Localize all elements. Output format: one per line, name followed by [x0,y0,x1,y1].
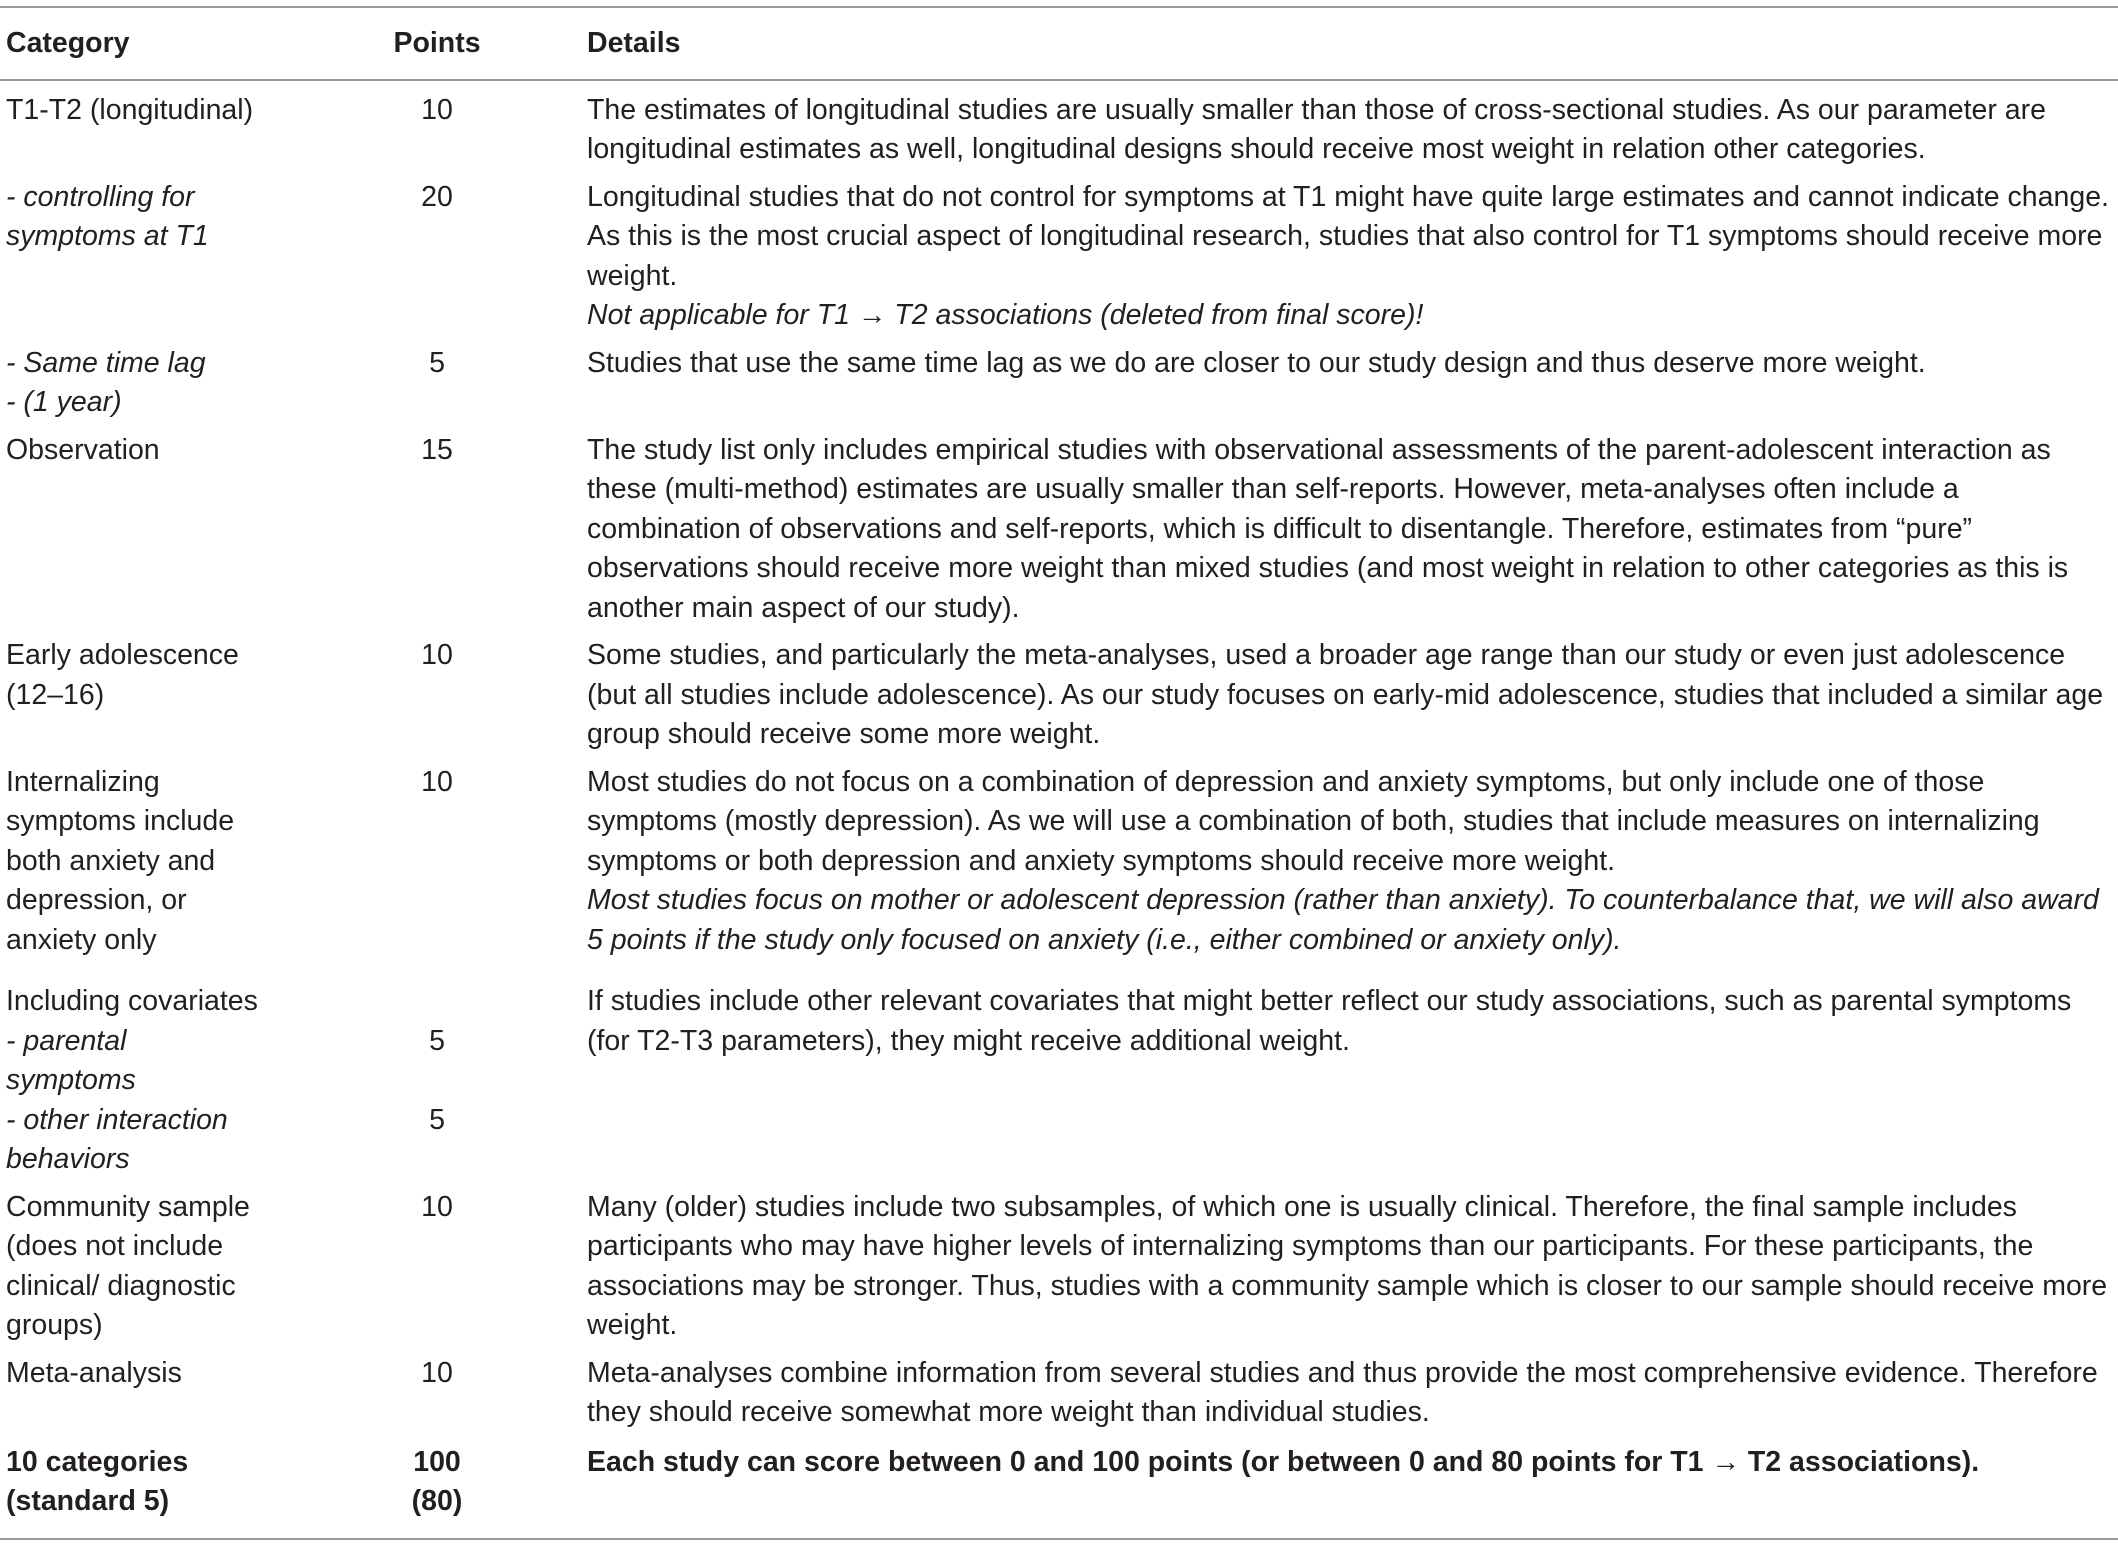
row-spacer [487,431,587,637]
row-category [0,178,387,344]
total-points [387,1441,487,1539]
table-row [0,1188,2118,1354]
points-value: 5 [429,1103,445,1136]
header-spacer [487,7,587,80]
row-details [587,982,2118,1188]
row-details [587,80,2118,178]
header-points: Points [393,27,481,59]
total-details [587,1441,2118,1539]
details-note: Not applicable for T1 → T2 associations (deleted from final score)! [587,299,1424,331]
row-points [387,636,487,763]
category-line: T1-T2 (longitudinal) [6,93,254,126]
row-points [387,344,487,431]
total-category-line: 10 categories [6,1445,189,1478]
row-details [587,1354,2118,1441]
details-text: Studies that use the same time lag as we do are closer to our study design and thus deserve more weight. [587,346,1926,379]
row-details [587,636,2118,763]
row-category [0,1354,387,1441]
total-details-text: Each study can score between 0 and 100 points (or between 0 and 80 points for T1 → T2 associations). [587,1445,1980,1478]
row-points [387,431,487,637]
row-spacer [487,982,587,1188]
row-spacer [487,1354,587,1441]
table-row [0,344,2118,431]
row-details [587,344,2118,431]
row-points [387,1354,487,1441]
details-text: Most studies do not focus on a combination of depression and anxiety symptoms, but only include one of those symptoms (mostly depression). As we will use a combination of both, studies that include measures on internalizing symptoms or both depression and anxiety symptoms should receive more weight. [587,765,2040,877]
points-value: 10 [421,765,453,798]
row-details [587,763,2118,983]
table-row [0,636,2118,763]
row-category [0,80,387,178]
total-points-value: 100 [413,1445,461,1478]
points-value: 10 [421,1190,453,1223]
category-line: Early adolescence [6,639,239,671]
table-row [0,431,2118,637]
scoring-table [0,6,2118,1540]
row-details [587,1188,2118,1354]
details-text: If studies include other relevant covariates that might better reflect our study associations, such as parental symptoms (for T2-T3 parameters), they might receive additional weight. [587,985,2072,1057]
row-category [0,636,387,763]
category-line: - controlling for [6,180,195,213]
points-spacer [387,1061,487,1101]
row-category [0,763,387,983]
total-category-line: (standard 5) [6,1485,170,1517]
row-category [0,982,387,1188]
category-line: - parental [6,1024,127,1057]
details-text: Many (older) studies include two subsamples, of which one is usually clinical. Therefore, the final sample includes participants who may have higher levels of internalizing symptoms than our participants. For these participants, the associations may be stronger. Thus, studies with a community sample which is closer to our sample should receive more weight. [587,1190,2108,1341]
category-line: Observation [6,433,160,466]
category-line: anxiety only [6,923,157,956]
row-details [587,178,2118,344]
row-points [387,982,487,1188]
points-value: 10 [421,639,453,671]
row-spacer [487,178,587,344]
category-line: clinical/ diagnostic [6,1269,236,1302]
category-line: depression, or [6,884,187,916]
category-line: groups) [6,1309,103,1341]
table-row [0,982,2118,1188]
row-points [387,80,487,178]
row-category [0,344,387,431]
total-category [0,1441,387,1539]
row-spacer [487,1441,587,1539]
points-spacer [387,982,487,1022]
table-row [0,178,2118,344]
header-row [0,7,2118,80]
details-text: Meta-analyses combine information from several studies and thus provide the most comprehensive evidence. Therefore they should receive somewhat more weight than individual studies. [587,1356,2098,1428]
row-details [587,431,2118,637]
details-text: Longitudinal studies that do not control for symptoms at T1 might have quite large estimates and cannot indicate change. As this is the most crucial aspect of longitudinal research, studies that also control for T1 symptoms should receive more weight. [587,180,2109,292]
category-line: symptoms include [6,805,235,837]
table-row [0,1354,2118,1441]
category-line: symptoms [6,1064,136,1096]
row-spacer [487,344,587,431]
points-value: 5 [429,346,445,379]
header-details: Details [587,27,681,59]
category-line: - Same time lag [6,346,206,379]
row-category [0,1188,387,1354]
category-line: (does not include [6,1230,224,1262]
row-spacer [487,1188,587,1354]
category-line: Community sample [6,1190,250,1223]
row-spacer [487,763,587,983]
details-text: The estimates of longitudinal studies are usually smaller than those of cross-sectional studies. As our parameter are longitudinal estimates as well, longitudinal designs should receive most weight in relation other categories. [587,93,2046,165]
category-line: - (1 year) [6,386,122,418]
row-spacer [487,80,587,178]
category-line: behaviors [6,1143,130,1175]
points-value: 15 [421,433,453,466]
category-line: symptoms at T1 [6,220,209,252]
total-points-value: (80) [411,1485,463,1517]
total-row [0,1441,2118,1539]
category-line: - other interaction [6,1103,228,1136]
category-line: Internalizing [6,765,160,798]
row-category [0,431,387,637]
table-row [0,763,2118,983]
points-value: 20 [421,180,453,213]
category-line: (12–16) [6,678,105,711]
points-value: 5 [429,1024,445,1057]
points-value: 10 [421,1356,453,1389]
row-spacer [487,636,587,763]
details-text: Some studies, and particularly the meta-analyses, used a broader age range than our study or even just adolescence (but all studies include adolescence). As our study focuses on early-mid adolescence, studies that included a similar age group should receive some more weight. [587,639,2104,750]
table-row [0,80,2118,178]
header-category: Category [6,27,130,59]
points-value: 10 [421,93,453,126]
details-note: Most studies focus on mother or adolescent depression (rather than anxiety). To counterbalance that, we will also award 5 points if the study only focused on anxiety (i.e., either combined or anxiety only). [587,884,2099,956]
category-heading: Including covariates [6,985,258,1017]
category-line: Meta-analysis [6,1356,182,1389]
row-points [387,178,487,344]
row-points [387,1188,487,1354]
details-text: The study list only includes empirical studies with observational assessments of the parent-adolescent interaction as these (multi-method) estimates are usually smaller than self-reports. However, meta-analyses often include a combination of observations and self-reports, which is difficult to disentangle. Therefore, estimates from “pure” observations should receive more weight than mixed studies (and most weight in relation to other categories as this is another main aspect of our study). [587,433,2069,624]
row-points [387,763,487,983]
category-line: both anxiety and [6,844,216,877]
